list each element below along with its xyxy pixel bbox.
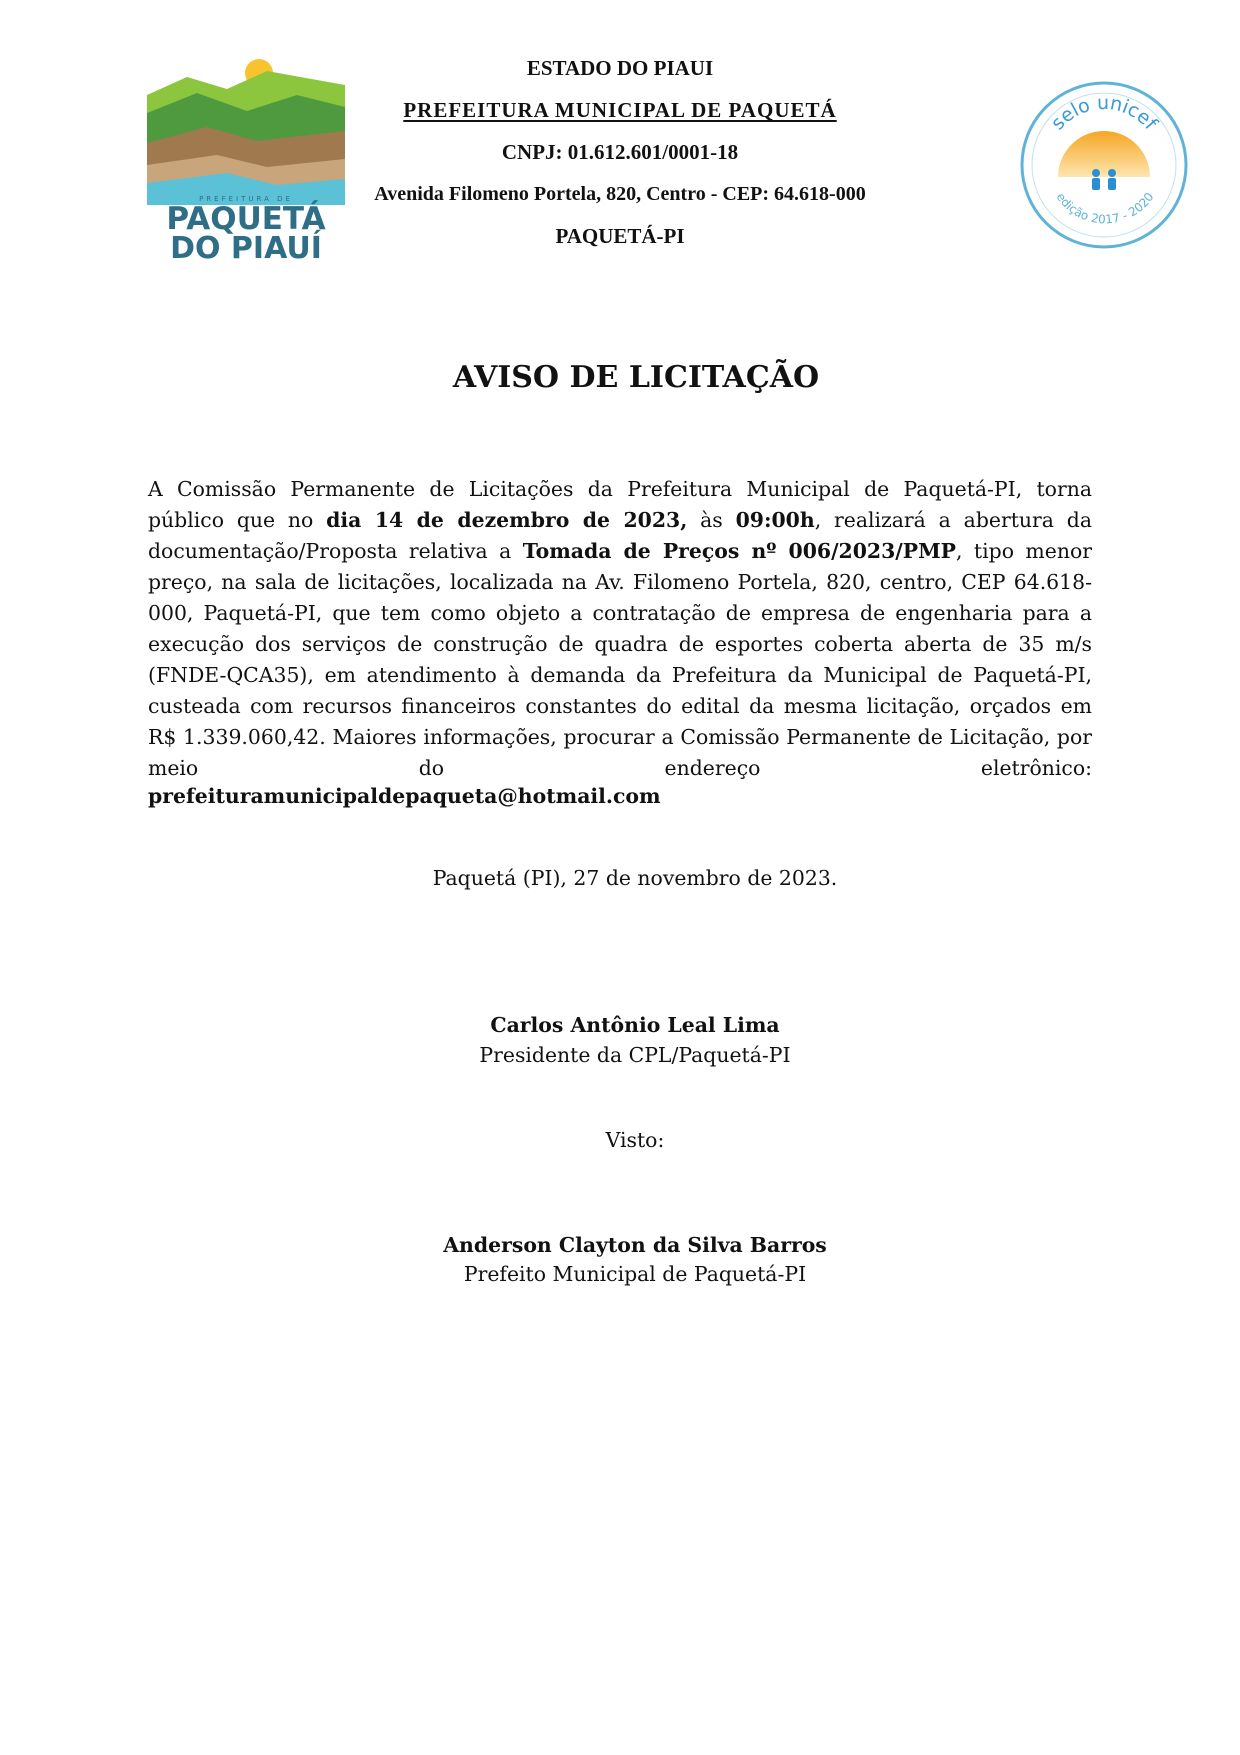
unicef-seal-graphic: [1018, 79, 1190, 251]
letterhead: [372, 58, 868, 268]
address: Avenida Filomeno Portela, 820, Centro - CEP: 64.618-000: [374, 183, 866, 205]
body-text-2: às: [687, 508, 736, 532]
body-text-4: , tipo menor preço, na sala de licitações, localizada na Av. Filomeno Portela, 820, centro, CEP 64.618-000, Paquetá-PI, que tem como objeto a contratação de empresa de engenharia para a execução dos serviços de construção de quadra de esportes coberta aberta de 35 m/s (FNDE-QCA35), em atendimento à demanda da Prefeitura da Municipal de Paquetá-PI, custeada com recursos financeiros constantes do edital da mesma licitação, orçados em R$ 1.339.060,42. Maiores informações, procurar a Comissão Permanente de Licitação, por meio do endereço eletrônico:: [148, 539, 1092, 780]
city: PAQUETÁ-PI: [555, 224, 685, 248]
signature2-role: Prefeito Municipal de Paquetá-PI: [463, 1262, 807, 1286]
logo-line1: PREFEITURA DE: [199, 195, 293, 203]
state-name: ESTADO DO PIAUI: [526, 56, 714, 80]
date-line: Paquetá (PI), 27 de novembro de 2023.: [432, 866, 838, 890]
paqueta-logo: [147, 55, 345, 265]
contact-email: prefeituramunicipaldepaqueta@hotmail.com: [148, 784, 661, 808]
body-time: 09:00h: [735, 508, 815, 532]
paqueta-logo-graphic: [147, 55, 345, 265]
body-tomada: Tomada de Preços nº 006/2023/PMP: [522, 539, 956, 563]
logo-line2: PAQUETÁ: [166, 201, 326, 237]
prefeitura-name: PREFEITURA MUNICIPAL DE PAQUETÁ: [403, 98, 837, 122]
signature2-name: Anderson Clayton da Silva Barros: [443, 1233, 827, 1257]
signature1-role: Presidente da CPL/Paquetá-PI: [479, 1043, 791, 1067]
document-title: AVISO DE LICITAÇÃO: [452, 360, 820, 395]
body-text-3: , realizará a abertura da documentação/Proposta relativa a: [148, 508, 1092, 563]
seal-bottom-text: edição 2017 - 2020: [1053, 190, 1157, 227]
logo-line3: DO PIAUÍ: [170, 231, 322, 265]
signature1-name: Carlos Antônio Leal Lima: [490, 1013, 780, 1037]
seal-top-text: selo unicef: [1046, 91, 1162, 135]
notice-body: [148, 474, 1092, 784]
body-text-1: A Comissão Permanente de Licitações da Prefeitura Municipal de Paquetá-PI, torna público que no: [148, 477, 1092, 532]
visto-label: Visto:: [605, 1128, 665, 1152]
unicef-seal: [1018, 79, 1190, 251]
body-date: dia 14 de dezembro de 2023,: [326, 508, 688, 532]
cnpj: CNPJ: 01.612.601/0001-18: [501, 140, 739, 164]
